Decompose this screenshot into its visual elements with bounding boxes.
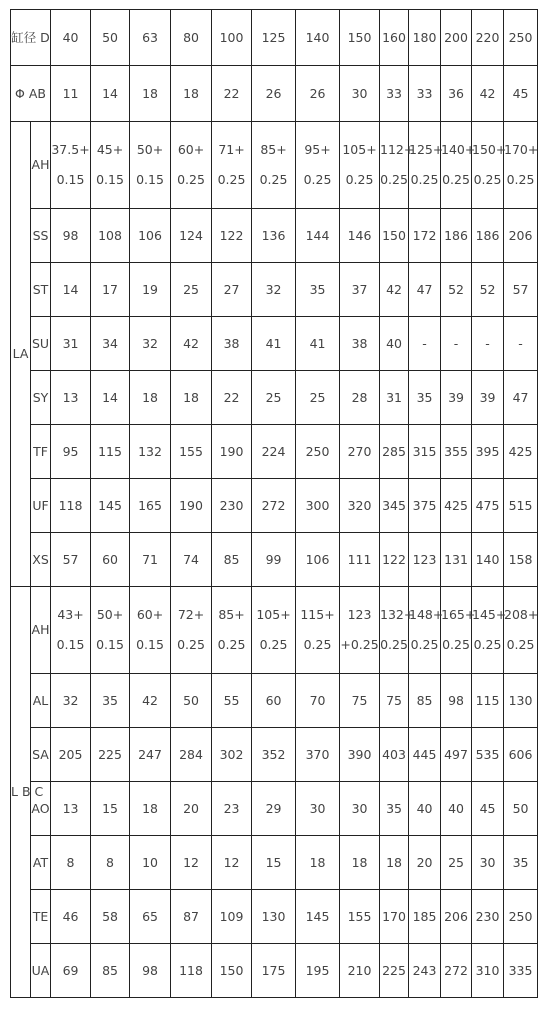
table-cell: 497	[441, 728, 472, 782]
table-cell: 60+ 0.25	[171, 122, 212, 209]
table-cell: 85+ 0.25	[212, 587, 252, 674]
table-cell: -	[472, 317, 504, 371]
table-cell: 130	[252, 890, 296, 944]
row-label: SU	[31, 317, 51, 371]
table-cell: 19	[130, 263, 171, 317]
table-cell: 30	[296, 782, 340, 836]
table-cell: -	[504, 317, 538, 371]
table-cell: 190	[171, 479, 212, 533]
table-cell: 243	[409, 944, 441, 998]
table-row	[11, 425, 538, 479]
table-cell: 123 +0.25	[340, 587, 380, 674]
table-cell: 98	[441, 674, 472, 728]
ab-diameter-value: 33	[409, 66, 441, 122]
table-cell: 85	[409, 674, 441, 728]
table-cell: 38	[340, 317, 380, 371]
table-cell: 17	[91, 263, 130, 317]
table-cell: 50	[171, 674, 212, 728]
table-cell: 130	[504, 674, 538, 728]
table-cell: 535	[472, 728, 504, 782]
table-cell: 28	[340, 371, 380, 425]
table-cell: 35	[409, 371, 441, 425]
table-cell: 14	[51, 263, 91, 317]
table-row	[11, 66, 538, 122]
table-cell: 42	[130, 674, 171, 728]
table-cell: 40	[380, 317, 409, 371]
table-cell: 118	[171, 944, 212, 998]
table-cell: 75	[340, 674, 380, 728]
table-cell: 40	[409, 782, 441, 836]
table-cell: 18	[296, 836, 340, 890]
table-cell: 20	[409, 836, 441, 890]
table-cell: 150+ 0.25	[472, 122, 504, 209]
table-cell: 224	[252, 425, 296, 479]
table-row	[11, 587, 538, 674]
ab-diameter-value: 30	[340, 66, 380, 122]
table-cell: 352	[252, 728, 296, 782]
table-cell: 284	[171, 728, 212, 782]
cylinder-dimension-table	[10, 9, 538, 998]
table-cell: 403	[380, 728, 409, 782]
table-cell: 41	[296, 317, 340, 371]
table-cell: 31	[51, 317, 91, 371]
table-cell: 145	[296, 890, 340, 944]
table-cell: 150	[380, 209, 409, 263]
table-cell: 95+ 0.25	[296, 122, 340, 209]
table-cell: 95	[51, 425, 91, 479]
table-cell: 71	[130, 533, 171, 587]
table-cell: 75	[380, 674, 409, 728]
table-cell: 172	[409, 209, 441, 263]
table-cell: 71+ 0.25	[212, 122, 252, 209]
table-cell: 425	[441, 479, 472, 533]
table-cell: 132	[130, 425, 171, 479]
table-cell: 115	[91, 425, 130, 479]
table-cell: 247	[130, 728, 171, 782]
table-cell: 52	[441, 263, 472, 317]
table-cell: 515	[504, 479, 538, 533]
table-cell: 115	[472, 674, 504, 728]
table-cell: 25	[171, 263, 212, 317]
table-cell: 122	[212, 209, 252, 263]
row-label: SS	[31, 209, 51, 263]
table-cell: 35	[296, 263, 340, 317]
table-cell: 146	[340, 209, 380, 263]
ab-diameter-value: 22	[212, 66, 252, 122]
table-cell: 115+ 0.25	[296, 587, 340, 674]
table-cell: 13	[51, 782, 91, 836]
table-cell: 205	[51, 728, 91, 782]
table-cell: 60	[91, 533, 130, 587]
row-label: AH	[31, 587, 51, 674]
table-row	[11, 371, 538, 425]
table-cell: 106	[296, 533, 340, 587]
table-cell: 30	[340, 782, 380, 836]
table-cell: 190	[212, 425, 252, 479]
table-cell: 39	[472, 371, 504, 425]
table-cell: 106	[130, 209, 171, 263]
top-cropped-strip	[0, 0, 549, 9]
row-label: AL	[31, 674, 51, 728]
table-cell: 45	[472, 782, 504, 836]
table-cell: 12	[171, 836, 212, 890]
table-cell: 272	[441, 944, 472, 998]
table-cell: 18	[171, 371, 212, 425]
row-label: AT	[31, 836, 51, 890]
spec-table-container	[10, 9, 537, 998]
table-cell: 22	[212, 371, 252, 425]
table-cell: 37	[340, 263, 380, 317]
table-cell: 45+ 0.15	[91, 122, 130, 209]
table-cell: 20	[171, 782, 212, 836]
table-row	[11, 533, 538, 587]
bore-diameter-value: 40	[51, 10, 91, 66]
table-cell: 111	[340, 533, 380, 587]
table-row	[11, 10, 538, 66]
table-cell: 57	[51, 533, 91, 587]
table-cell: 250	[296, 425, 340, 479]
table-cell: 70	[296, 674, 340, 728]
table-cell: 355	[441, 425, 472, 479]
table-cell: 124	[171, 209, 212, 263]
table-row	[11, 479, 538, 533]
table-cell: 136	[252, 209, 296, 263]
table-cell: 145+ 0.25	[472, 587, 504, 674]
table-row	[11, 317, 538, 371]
table-cell: 10	[130, 836, 171, 890]
table-cell: 69	[51, 944, 91, 998]
bore-diameter-header: 缸径 D	[11, 10, 51, 66]
table-cell: 34	[91, 317, 130, 371]
table-cell: 8	[51, 836, 91, 890]
table-cell: 55	[212, 674, 252, 728]
table-cell: 25	[252, 371, 296, 425]
row-label: AO	[31, 782, 51, 836]
ab-diameter-value: 18	[130, 66, 171, 122]
row-label: UA	[31, 944, 51, 998]
table-cell: 35	[380, 782, 409, 836]
ab-diameter-value: 11	[51, 66, 91, 122]
bore-diameter-value: 100	[212, 10, 252, 66]
table-cell: 37.5+ 0.15	[51, 122, 91, 209]
table-cell: 186	[441, 209, 472, 263]
table-row	[11, 836, 538, 890]
table-cell: 210	[340, 944, 380, 998]
table-row	[11, 209, 538, 263]
table-cell: 108	[91, 209, 130, 263]
row-label: XS	[31, 533, 51, 587]
table-cell: 47	[504, 371, 538, 425]
table-cell: 52	[472, 263, 504, 317]
table-cell: 30	[472, 836, 504, 890]
table-cell: 40	[441, 782, 472, 836]
table-cell: 315	[409, 425, 441, 479]
row-label: TE	[31, 890, 51, 944]
table-cell: 25	[441, 836, 472, 890]
table-cell: 310	[472, 944, 504, 998]
bore-diameter-value: 63	[130, 10, 171, 66]
table-cell: 109	[212, 890, 252, 944]
row-label: SA	[31, 728, 51, 782]
bore-diameter-value: 140	[296, 10, 340, 66]
table-cell: 300	[296, 479, 340, 533]
table-cell: 320	[340, 479, 380, 533]
table-cell: 12	[212, 836, 252, 890]
table-cell: 230	[212, 479, 252, 533]
table-cell: 99	[252, 533, 296, 587]
table-cell: 425	[504, 425, 538, 479]
table-cell: 57	[504, 263, 538, 317]
bore-diameter-value: 200	[441, 10, 472, 66]
table-cell: 475	[472, 479, 504, 533]
table-cell: 105+ 0.25	[252, 587, 296, 674]
ab-diameter-header: Φ AB	[11, 66, 51, 122]
table-cell: 25	[296, 371, 340, 425]
table-cell: 302	[212, 728, 252, 782]
table-cell: 50+ 0.15	[130, 122, 171, 209]
table-cell: 206	[441, 890, 472, 944]
table-cell: 60+ 0.15	[130, 587, 171, 674]
table-row	[11, 674, 538, 728]
table-cell: 270	[340, 425, 380, 479]
table-cell: 46	[51, 890, 91, 944]
table-cell: 98	[130, 944, 171, 998]
table-cell: -	[441, 317, 472, 371]
table-cell: 50	[504, 782, 538, 836]
bore-diameter-value: 125	[252, 10, 296, 66]
ab-diameter-value: 42	[472, 66, 504, 122]
ab-diameter-value: 14	[91, 66, 130, 122]
table-cell: 72+ 0.25	[171, 587, 212, 674]
table-cell: 32	[51, 674, 91, 728]
table-cell: 335	[504, 944, 538, 998]
table-cell: 150	[212, 944, 252, 998]
table-cell: 15	[252, 836, 296, 890]
table-cell: 118	[51, 479, 91, 533]
ab-diameter-value: 45	[504, 66, 538, 122]
table-cell: 85	[212, 533, 252, 587]
table-row	[11, 890, 538, 944]
table-cell: -	[409, 317, 441, 371]
bore-diameter-value: 150	[340, 10, 380, 66]
table-cell: 606	[504, 728, 538, 782]
table-cell: 18	[130, 782, 171, 836]
table-cell: 165	[130, 479, 171, 533]
table-cell: 370	[296, 728, 340, 782]
table-cell: 85	[91, 944, 130, 998]
table-cell: 170	[380, 890, 409, 944]
table-cell: 38	[212, 317, 252, 371]
table-cell: 87	[171, 890, 212, 944]
table-cell: 250	[504, 890, 538, 944]
table-cell: 112+ 0.25	[380, 122, 409, 209]
table-cell: 32	[130, 317, 171, 371]
table-cell: 15	[91, 782, 130, 836]
table-cell: 206	[504, 209, 538, 263]
table-row	[11, 263, 538, 317]
table-cell: 41	[252, 317, 296, 371]
row-label: AH	[31, 122, 51, 209]
table-cell: 148+ 0.25	[409, 587, 441, 674]
table-cell: 18	[340, 836, 380, 890]
table-cell: 123	[409, 533, 441, 587]
table-cell: 175	[252, 944, 296, 998]
table-cell: 144	[296, 209, 340, 263]
table-cell: 195	[296, 944, 340, 998]
table-cell: 272	[252, 479, 296, 533]
table-cell: 185	[409, 890, 441, 944]
table-row	[11, 944, 538, 998]
bore-diameter-value: 80	[171, 10, 212, 66]
table-cell: 50+ 0.15	[91, 587, 130, 674]
table-cell: 29	[252, 782, 296, 836]
table-cell: 23	[212, 782, 252, 836]
table-cell: 18	[380, 836, 409, 890]
table-cell: 145	[91, 479, 130, 533]
bore-diameter-value: 250	[504, 10, 538, 66]
table-cell: 65	[130, 890, 171, 944]
ab-diameter-value: 26	[252, 66, 296, 122]
table-cell: 43+ 0.15	[51, 587, 91, 674]
lbc-group-label: L B C	[11, 587, 31, 998]
table-cell: 85+ 0.25	[252, 122, 296, 209]
table-cell: 98	[51, 209, 91, 263]
row-label: TF	[31, 425, 51, 479]
table-cell: 122	[380, 533, 409, 587]
table-row	[11, 728, 538, 782]
table-cell: 165+ 0.25	[441, 587, 472, 674]
table-cell: 345	[380, 479, 409, 533]
table-cell: 105+ 0.25	[340, 122, 380, 209]
ab-diameter-value: 33	[380, 66, 409, 122]
table-cell: 132+ 0.25	[380, 587, 409, 674]
table-cell: 13	[51, 371, 91, 425]
table-cell: 32	[252, 263, 296, 317]
table-cell: 35	[504, 836, 538, 890]
table-cell: 225	[380, 944, 409, 998]
table-cell: 225	[91, 728, 130, 782]
table-cell: 208+ 0.25	[504, 587, 538, 674]
table-cell: 155	[340, 890, 380, 944]
row-label: UF	[31, 479, 51, 533]
bore-diameter-value: 50	[91, 10, 130, 66]
bore-diameter-value: 180	[409, 10, 441, 66]
table-cell: 230	[472, 890, 504, 944]
table-cell: 155	[171, 425, 212, 479]
table-row	[11, 782, 538, 836]
row-label: SY	[31, 371, 51, 425]
table-cell: 35	[91, 674, 130, 728]
table-cell: 58	[91, 890, 130, 944]
table-cell: 186	[472, 209, 504, 263]
ab-diameter-value: 18	[171, 66, 212, 122]
table-cell: 131	[441, 533, 472, 587]
table-cell: 395	[472, 425, 504, 479]
table-cell: 60	[252, 674, 296, 728]
bore-diameter-value: 220	[472, 10, 504, 66]
table-cell: 125+ 0.25	[409, 122, 441, 209]
table-cell: 285	[380, 425, 409, 479]
ab-diameter-value: 26	[296, 66, 340, 122]
table-cell: 47	[409, 263, 441, 317]
table-cell: 158	[504, 533, 538, 587]
table-cell: 445	[409, 728, 441, 782]
table-cell: 42	[171, 317, 212, 371]
table-cell: 18	[130, 371, 171, 425]
table-cell: 8	[91, 836, 130, 890]
table-cell: 390	[340, 728, 380, 782]
row-label: ST	[31, 263, 51, 317]
table-cell: 170+ 0.25	[504, 122, 538, 209]
table-cell: 27	[212, 263, 252, 317]
table-cell: 375	[409, 479, 441, 533]
table-row	[11, 122, 538, 209]
table-cell: 14	[91, 371, 130, 425]
la-group-label: LA	[11, 122, 31, 587]
ab-diameter-value: 36	[441, 66, 472, 122]
table-cell: 31	[380, 371, 409, 425]
table-cell: 140	[472, 533, 504, 587]
table-cell: 74	[171, 533, 212, 587]
table-cell: 140+ 0.25	[441, 122, 472, 209]
table-cell: 42	[380, 263, 409, 317]
bore-diameter-value: 160	[380, 10, 409, 66]
table-cell: 39	[441, 371, 472, 425]
